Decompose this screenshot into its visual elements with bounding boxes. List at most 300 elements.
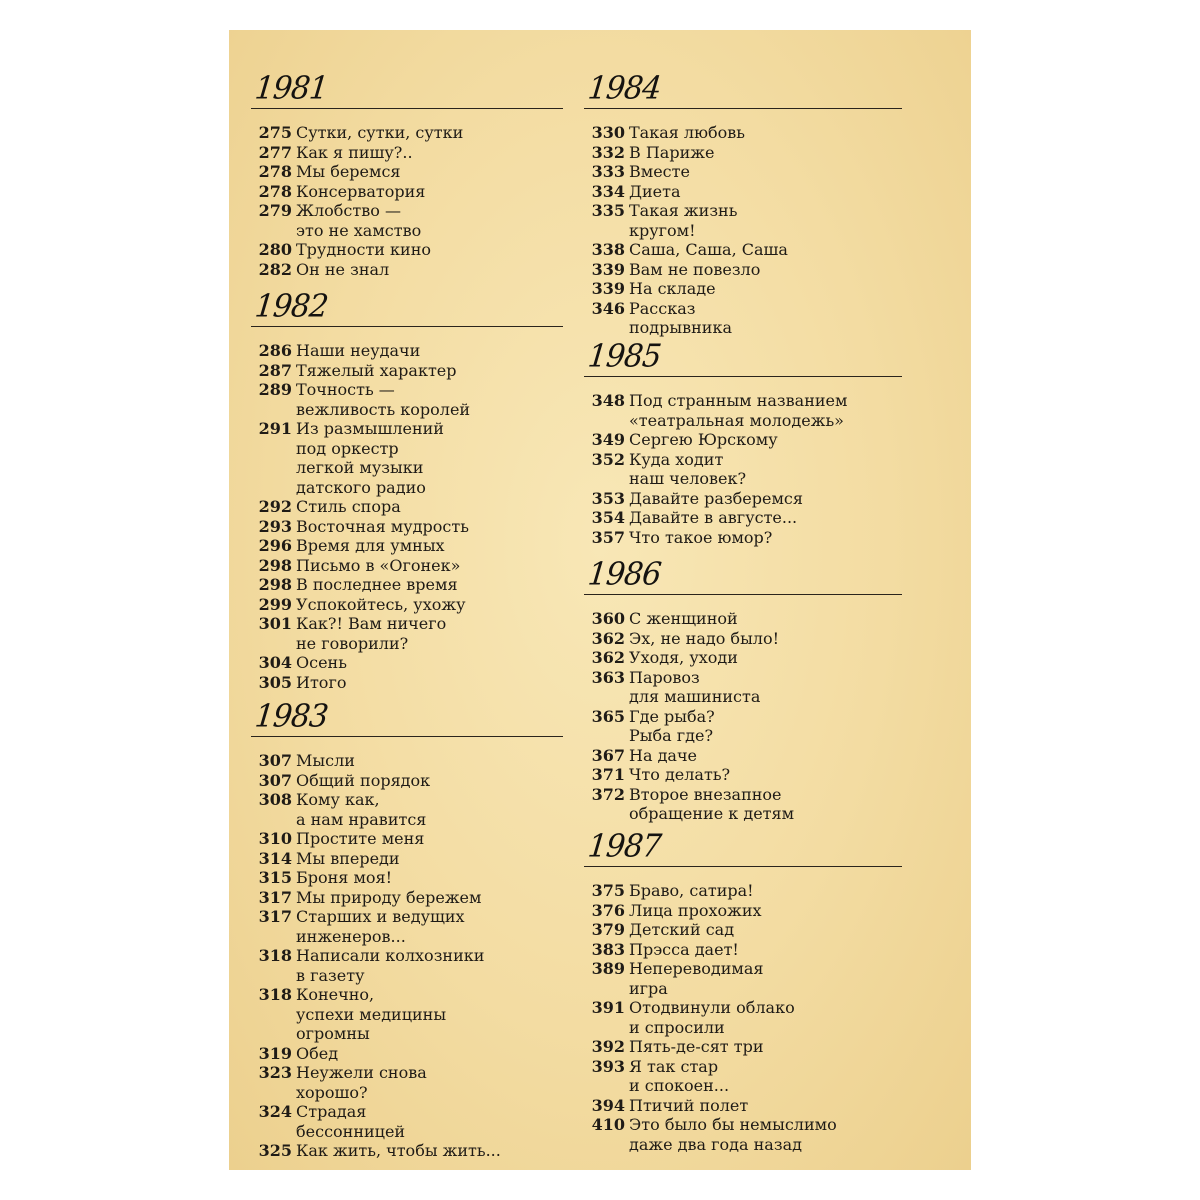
entry-title (625, 240, 788, 260)
entry-title (292, 790, 426, 829)
entry-title (625, 881, 754, 901)
page-number: 317 (258, 907, 292, 926)
page-number: 304 (258, 653, 292, 672)
page-number: 389 (591, 959, 625, 978)
title-line: наш человек? (629, 469, 747, 488)
year-heading: 1987 (586, 828, 663, 865)
title-line: а нам нравится (296, 809, 427, 829)
title-line: Он не знал (296, 259, 390, 279)
title-line: В последнее время (296, 575, 458, 594)
title-line: Паровоз (629, 667, 700, 687)
title-line: кругом! (629, 220, 696, 240)
title-line: Конечно, (296, 985, 375, 1004)
title-line: хорошо? (296, 1082, 368, 1102)
contents-entry (251, 614, 563, 653)
entry-title (292, 536, 445, 556)
contents-entry (251, 201, 563, 240)
entry-title (292, 201, 421, 240)
contents-entry (584, 508, 902, 528)
page-number: 298 (258, 575, 292, 594)
page-number: 314 (258, 848, 292, 868)
contents-entry (251, 556, 563, 576)
page-number: 332 (591, 142, 625, 162)
page-number: 278 (258, 162, 292, 181)
page-number: 367 (591, 745, 625, 765)
title-line: Рыба где? (629, 726, 714, 745)
entry-title (292, 517, 469, 537)
page-number: 394 (591, 1095, 625, 1115)
title-line: С женщиной (629, 609, 738, 628)
title-line: Точность — (296, 380, 395, 399)
contents-entry (584, 182, 902, 202)
page-number: 339 (591, 259, 625, 279)
contents-entry (584, 299, 902, 338)
title-line: Осень (296, 653, 347, 672)
page-number: 324 (258, 1102, 292, 1121)
title-line: Мы беремся (296, 162, 401, 181)
entry-title (292, 182, 425, 202)
title-line: и спокоен... (629, 1076, 730, 1095)
contents-entry (251, 888, 563, 908)
contents-entry (251, 849, 563, 869)
page-number: 362 (591, 628, 625, 648)
page-number: 292 (258, 497, 292, 516)
title-line: Мысли (296, 751, 355, 770)
title-line: в газету (296, 965, 365, 985)
entry-title (292, 143, 413, 163)
entry-title (625, 746, 697, 766)
entry-title (625, 162, 690, 182)
year-section (584, 558, 902, 824)
contents-entry (584, 1057, 902, 1096)
entry-title (625, 430, 778, 450)
page-number: 392 (591, 1037, 625, 1056)
contents-entry (251, 380, 563, 419)
contents-entry (251, 985, 563, 1044)
title-line: Сергею Юрскому (629, 430, 778, 449)
entry-title (292, 575, 458, 595)
contents-entry (584, 998, 902, 1037)
title-line: «театральная молодежь» (629, 410, 844, 430)
title-line: Общий порядок (296, 770, 431, 790)
title-line: Успокойтесь, ухожу (296, 594, 466, 614)
page-number: 339 (591, 279, 625, 298)
title-line: Я так стар (629, 1056, 719, 1076)
contents-entry (251, 907, 563, 946)
contents-entry (584, 260, 902, 280)
title-line: Наши неудачи (296, 341, 421, 360)
contents-entry (251, 1044, 563, 1064)
title-line: Тяжелый характер (296, 360, 457, 380)
entry-title (292, 888, 481, 908)
page-number: 317 (258, 887, 292, 907)
title-line: вежливость королей (296, 399, 471, 419)
entry-title (292, 380, 470, 419)
entry-title (625, 279, 716, 299)
entry-list (584, 609, 902, 824)
page-number: 298 (258, 555, 292, 575)
contents-entry (584, 279, 902, 299)
title-line: Сутки, сутки, сутки (296, 123, 464, 142)
title-line: Мы природу бережем (296, 887, 482, 907)
entry-title (292, 829, 424, 849)
title-line: В Париже (629, 142, 715, 162)
contents-entry (251, 497, 563, 517)
year-section (251, 290, 563, 692)
title-line: Как я пишу?.. (296, 142, 413, 162)
page-number: 301 (258, 614, 292, 633)
entry-title (292, 614, 446, 653)
title-line: Итого (296, 672, 347, 692)
contents-entry (251, 653, 563, 673)
title-line: Отодвинули облако (629, 998, 795, 1017)
contents-entry (584, 430, 902, 450)
contents-entry (584, 765, 902, 785)
entry-list (584, 881, 902, 1154)
entry-title (292, 123, 463, 143)
title-line: Восточная мудрость (296, 516, 469, 536)
entry-title (625, 901, 762, 921)
entry-title (292, 907, 465, 946)
page-number: 318 (258, 985, 292, 1004)
title-line: Уходя, уходи (629, 648, 738, 667)
section-divider (584, 376, 902, 377)
entry-title (625, 959, 764, 998)
contents-entry (584, 1037, 902, 1057)
title-line: Трудности кино (296, 240, 431, 259)
entry-title (292, 419, 444, 497)
contents-entry (584, 609, 902, 629)
page-number: 315 (258, 868, 292, 887)
contents-entry (251, 182, 563, 202)
entry-title (625, 765, 730, 785)
entry-title (625, 201, 737, 240)
contents-entry (584, 162, 902, 182)
year-section (584, 72, 902, 338)
section-divider (584, 108, 902, 109)
page-number: 349 (591, 430, 625, 449)
year-section (251, 72, 563, 279)
title-line: Страдая (296, 1102, 367, 1121)
contents-entry (251, 595, 563, 615)
title-line: Такая жизнь (629, 201, 738, 220)
title-line: Вместе (629, 162, 690, 181)
title-line: Вам не повезло (629, 259, 761, 279)
year-heading: 1986 (586, 556, 663, 593)
contents-entry (584, 785, 902, 824)
year-heading: 1984 (586, 70, 663, 107)
page-number: 305 (258, 672, 292, 692)
entry-title (292, 1063, 427, 1102)
entry-title (292, 341, 420, 361)
section-divider (584, 866, 902, 867)
page-number: 393 (591, 1056, 625, 1076)
title-line: Пять-де-сят три (629, 1037, 764, 1056)
title-line: Как?! Вам ничего (296, 614, 447, 633)
title-line: Давайте в августе... (629, 508, 798, 527)
page-number: 289 (258, 380, 292, 399)
page-number: 346 (591, 298, 625, 318)
contents-entry (251, 341, 563, 361)
title-line: легкой музыки (296, 458, 424, 477)
entry-title (292, 260, 389, 280)
page-number: 362 (591, 648, 625, 667)
entry-title (292, 946, 484, 985)
page-number: 307 (258, 751, 292, 770)
contents-entry (251, 829, 563, 849)
title-line: и спросили (629, 1017, 725, 1037)
title-line: Письмо в «Огонек» (296, 555, 461, 575)
entry-title (625, 143, 714, 163)
entry-title (625, 123, 745, 143)
contents-entry (251, 751, 563, 771)
entry-title (625, 609, 738, 629)
section-divider (251, 326, 563, 327)
contents-entry (251, 260, 563, 280)
page-number: 286 (258, 341, 292, 360)
page-number: 299 (258, 594, 292, 614)
title-line: под оркестр (296, 438, 399, 458)
page-number: 353 (591, 488, 625, 508)
page-number: 376 (591, 900, 625, 920)
entry-title (625, 450, 746, 489)
title-line: Кому как, (296, 790, 380, 809)
entry-title (292, 595, 465, 615)
page-number: 363 (591, 667, 625, 687)
year-section (584, 830, 902, 1154)
title-line: обращение к детям (629, 804, 795, 823)
title-line: успехи медицины (296, 1004, 447, 1024)
page-number: 319 (258, 1043, 292, 1063)
title-line: для машиниста (629, 687, 761, 706)
year-heading: 1983 (253, 698, 330, 735)
title-line: Простите меня (296, 829, 425, 848)
title-line: Куда ходит (629, 449, 724, 469)
contents-entry (251, 123, 563, 143)
entry-title (292, 361, 457, 381)
title-line: Детский сад (629, 920, 735, 939)
title-line: Это было бы немыслимо (629, 1115, 837, 1134)
contents-entry (251, 771, 563, 791)
contents-entry (251, 1141, 563, 1161)
entry-title (292, 751, 355, 771)
year-heading: 1985 (586, 338, 663, 375)
year-heading: 1981 (253, 70, 330, 107)
entry-title (292, 771, 430, 791)
title-line: Мы впереди (296, 848, 400, 868)
page-number: 279 (258, 201, 292, 220)
page-number: 282 (258, 259, 292, 279)
entry-title (625, 920, 734, 940)
entry-title (292, 556, 460, 576)
entry-list (251, 341, 563, 692)
page-number: 410 (591, 1115, 625, 1134)
entry-title (292, 162, 401, 182)
page-number: 296 (258, 536, 292, 555)
entry-title (625, 299, 732, 338)
title-line: Старших и ведущих (296, 907, 465, 926)
title-line: огромны (296, 1024, 370, 1043)
book-page (229, 30, 971, 1170)
entry-title (292, 240, 431, 260)
entry-title (625, 1037, 764, 1057)
contents-entry (251, 361, 563, 381)
contents-entry (584, 707, 902, 746)
title-line: Саша, Саша, Саша (629, 240, 788, 259)
title-line: Время для умных (296, 536, 445, 555)
contents-entry (251, 673, 563, 693)
entry-title (625, 629, 779, 649)
entry-title (292, 673, 346, 693)
page-number: 280 (258, 240, 292, 259)
page-number: 383 (591, 939, 625, 959)
entry-title (292, 1141, 501, 1161)
entry-title (625, 528, 772, 548)
section-divider (251, 736, 563, 737)
page-number: 318 (258, 946, 292, 965)
page-number: 371 (591, 765, 625, 784)
entry-title (625, 998, 795, 1037)
entry-title (625, 648, 738, 668)
entry-title (625, 1057, 729, 1096)
contents-entry (251, 1063, 563, 1102)
title-line: Рассказ (629, 298, 696, 318)
entry-title (292, 1044, 338, 1064)
entry-title (625, 508, 797, 528)
entry-title (292, 497, 401, 517)
title-line: подрывника (629, 318, 732, 337)
contents-entry (251, 162, 563, 182)
page-number: 352 (591, 449, 625, 469)
entry-title (625, 785, 794, 824)
contents-entry (251, 240, 563, 260)
title-line: На даче (629, 745, 698, 765)
title-line: Броня моя! (296, 868, 393, 887)
title-line: Прэсса дает! (629, 939, 739, 959)
title-line: Жлобство — (296, 201, 401, 220)
contents-entry (584, 201, 902, 240)
contents-entry (584, 391, 902, 430)
contents-entry (584, 881, 902, 901)
title-line: Что такое юмор? (629, 527, 773, 547)
entry-title (292, 1102, 405, 1141)
page-number: 357 (591, 527, 625, 547)
page-number: 277 (258, 142, 292, 162)
entry-title (292, 653, 347, 673)
contents-entry (584, 959, 902, 998)
page-number: 354 (591, 508, 625, 527)
page-number: 307 (258, 770, 292, 790)
page-number: 335 (591, 201, 625, 220)
contents-entry (584, 528, 902, 548)
title-line: Что делать? (629, 765, 731, 784)
contents-entry (584, 240, 902, 260)
entry-title (625, 707, 715, 746)
title-line: Где рыба? (629, 706, 715, 726)
page-number: 287 (258, 360, 292, 380)
entry-title (292, 985, 446, 1044)
entry-title (625, 489, 803, 509)
title-line: Как жить, чтобы жить... (296, 1141, 501, 1160)
contents-entry (251, 946, 563, 985)
entry-title (625, 1096, 748, 1116)
title-line: Такая любовь (629, 123, 746, 142)
title-line: Неужели снова (296, 1063, 427, 1082)
contents-entry (584, 489, 902, 509)
contents-entry (251, 868, 563, 888)
title-line: Диета (629, 181, 681, 201)
contents-entry (251, 536, 563, 556)
contents-entry (584, 920, 902, 940)
page-number: 348 (591, 391, 625, 410)
contents-entry (584, 143, 902, 163)
page-number: 323 (258, 1063, 292, 1082)
page-number: 391 (591, 998, 625, 1017)
contents-entry (584, 901, 902, 921)
entry-list (584, 391, 902, 547)
entry-list (584, 123, 902, 338)
title-line: даже два года назад (629, 1134, 802, 1154)
title-line: Обед (296, 1043, 339, 1063)
page-number: 375 (591, 881, 625, 900)
page-number: 308 (258, 790, 292, 809)
contents-entry (584, 746, 902, 766)
page-number: 365 (591, 706, 625, 726)
contents-entry (584, 648, 902, 668)
page-number: 360 (591, 609, 625, 628)
title-line: игра (629, 978, 668, 998)
title-line: Под странным названием (629, 391, 848, 410)
year-heading: 1982 (253, 288, 330, 325)
page-number: 293 (258, 516, 292, 536)
title-line: бессонницей (296, 1121, 406, 1141)
year-section (584, 340, 902, 547)
title-line: Давайте разберемся (629, 488, 803, 508)
contents-entry (584, 123, 902, 143)
page-number: 275 (258, 123, 292, 142)
section-divider (251, 108, 563, 109)
page-number: 333 (591, 162, 625, 181)
title-line: Птичий полет (629, 1095, 749, 1115)
title-line: инженеров... (296, 926, 406, 946)
page-number: 278 (258, 181, 292, 201)
page-number: 338 (591, 240, 625, 259)
page-number: 330 (591, 123, 625, 142)
title-line: датского радио (296, 477, 426, 497)
contents-entry (584, 1096, 902, 1116)
section-divider (584, 594, 902, 595)
title-line: Браво, сатира! (629, 881, 754, 900)
entry-title (625, 940, 739, 960)
title-line: На складе (629, 279, 716, 298)
contents-entry (584, 629, 902, 649)
entry-title (625, 182, 681, 202)
entry-title (625, 260, 760, 280)
contents-entry (251, 143, 563, 163)
entry-list (251, 751, 563, 1161)
contents-entry (251, 575, 563, 595)
entry-list (251, 123, 563, 279)
contents-entry (584, 668, 902, 707)
title-line: Лица прохожих (629, 900, 762, 920)
contents-entry (251, 517, 563, 537)
page-number: 334 (591, 181, 625, 201)
title-line: Из размышлений (296, 419, 444, 438)
contents-entry (251, 1102, 563, 1141)
contents-entry (584, 1115, 902, 1154)
page-number: 291 (258, 419, 292, 438)
page-number: 372 (591, 784, 625, 804)
